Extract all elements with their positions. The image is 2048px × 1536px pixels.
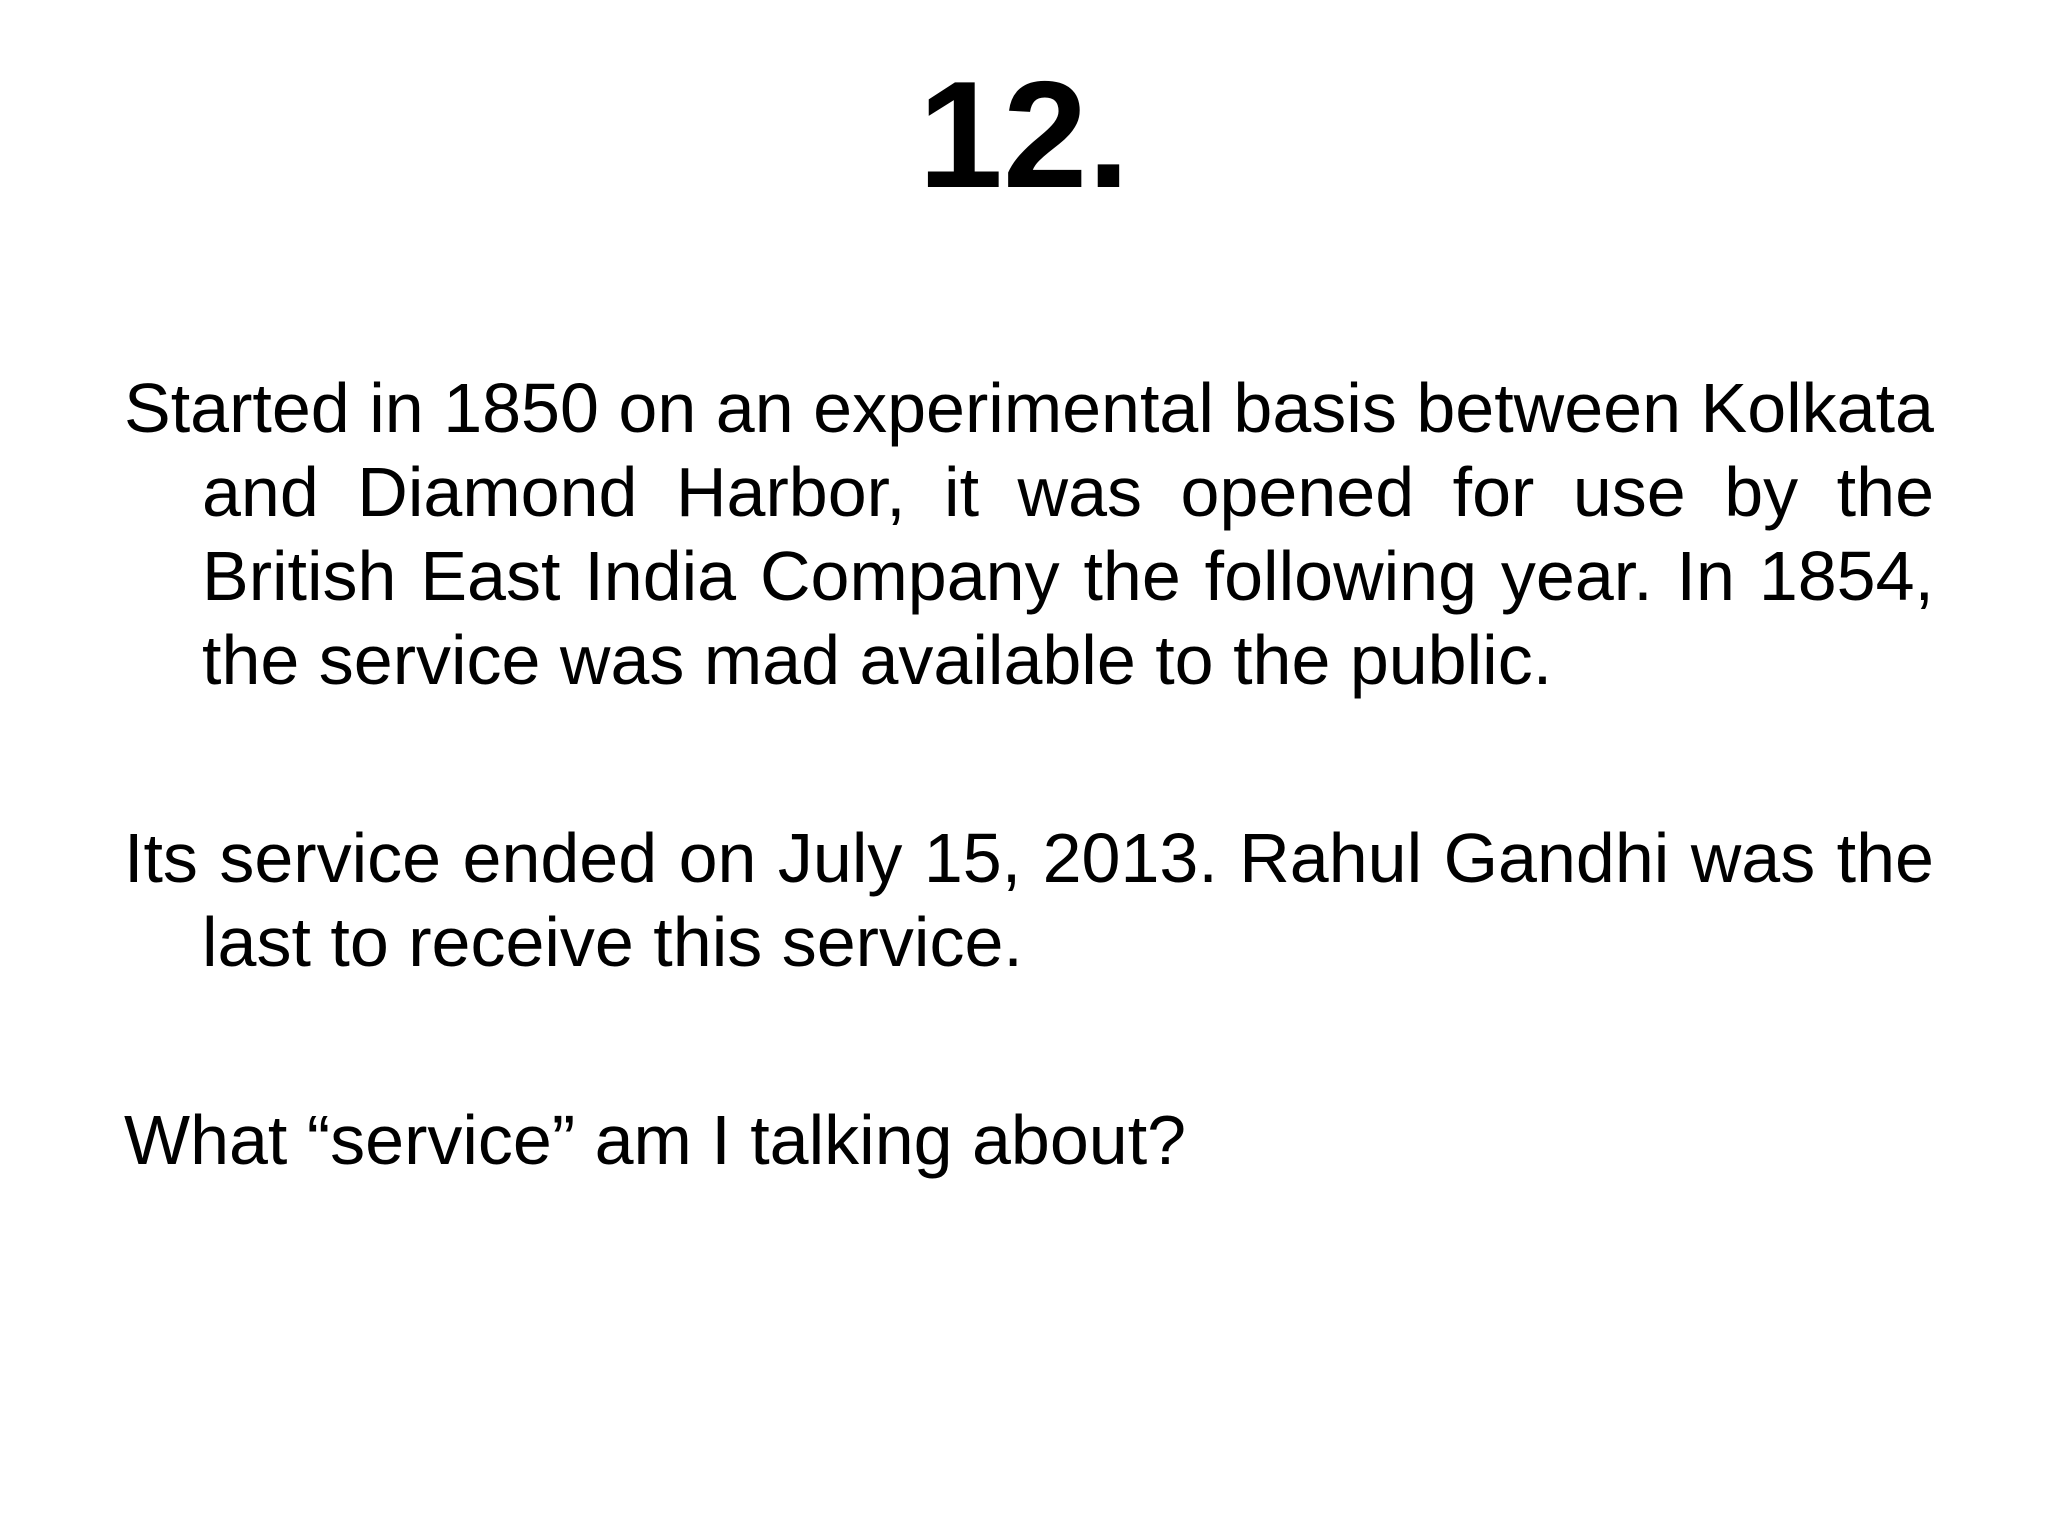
slide-title: 12. bbox=[918, 50, 1130, 220]
paragraph-end-of-service: Its service ended on July 15, 2013. Rahul Gandhi was the last to receive this service. bbox=[124, 819, 1934, 981]
paragraph-history: Started in 1850 on an experimental basis between Kolkata and Diamond Harbor, it was opened for use by the British East India Company the following year. In 1854, the service was mad available to the public. bbox=[124, 369, 1934, 699]
paragraph-question: What “service” am I talking about? bbox=[124, 1101, 1187, 1179]
slide-body bbox=[124, 366, 1934, 1182]
